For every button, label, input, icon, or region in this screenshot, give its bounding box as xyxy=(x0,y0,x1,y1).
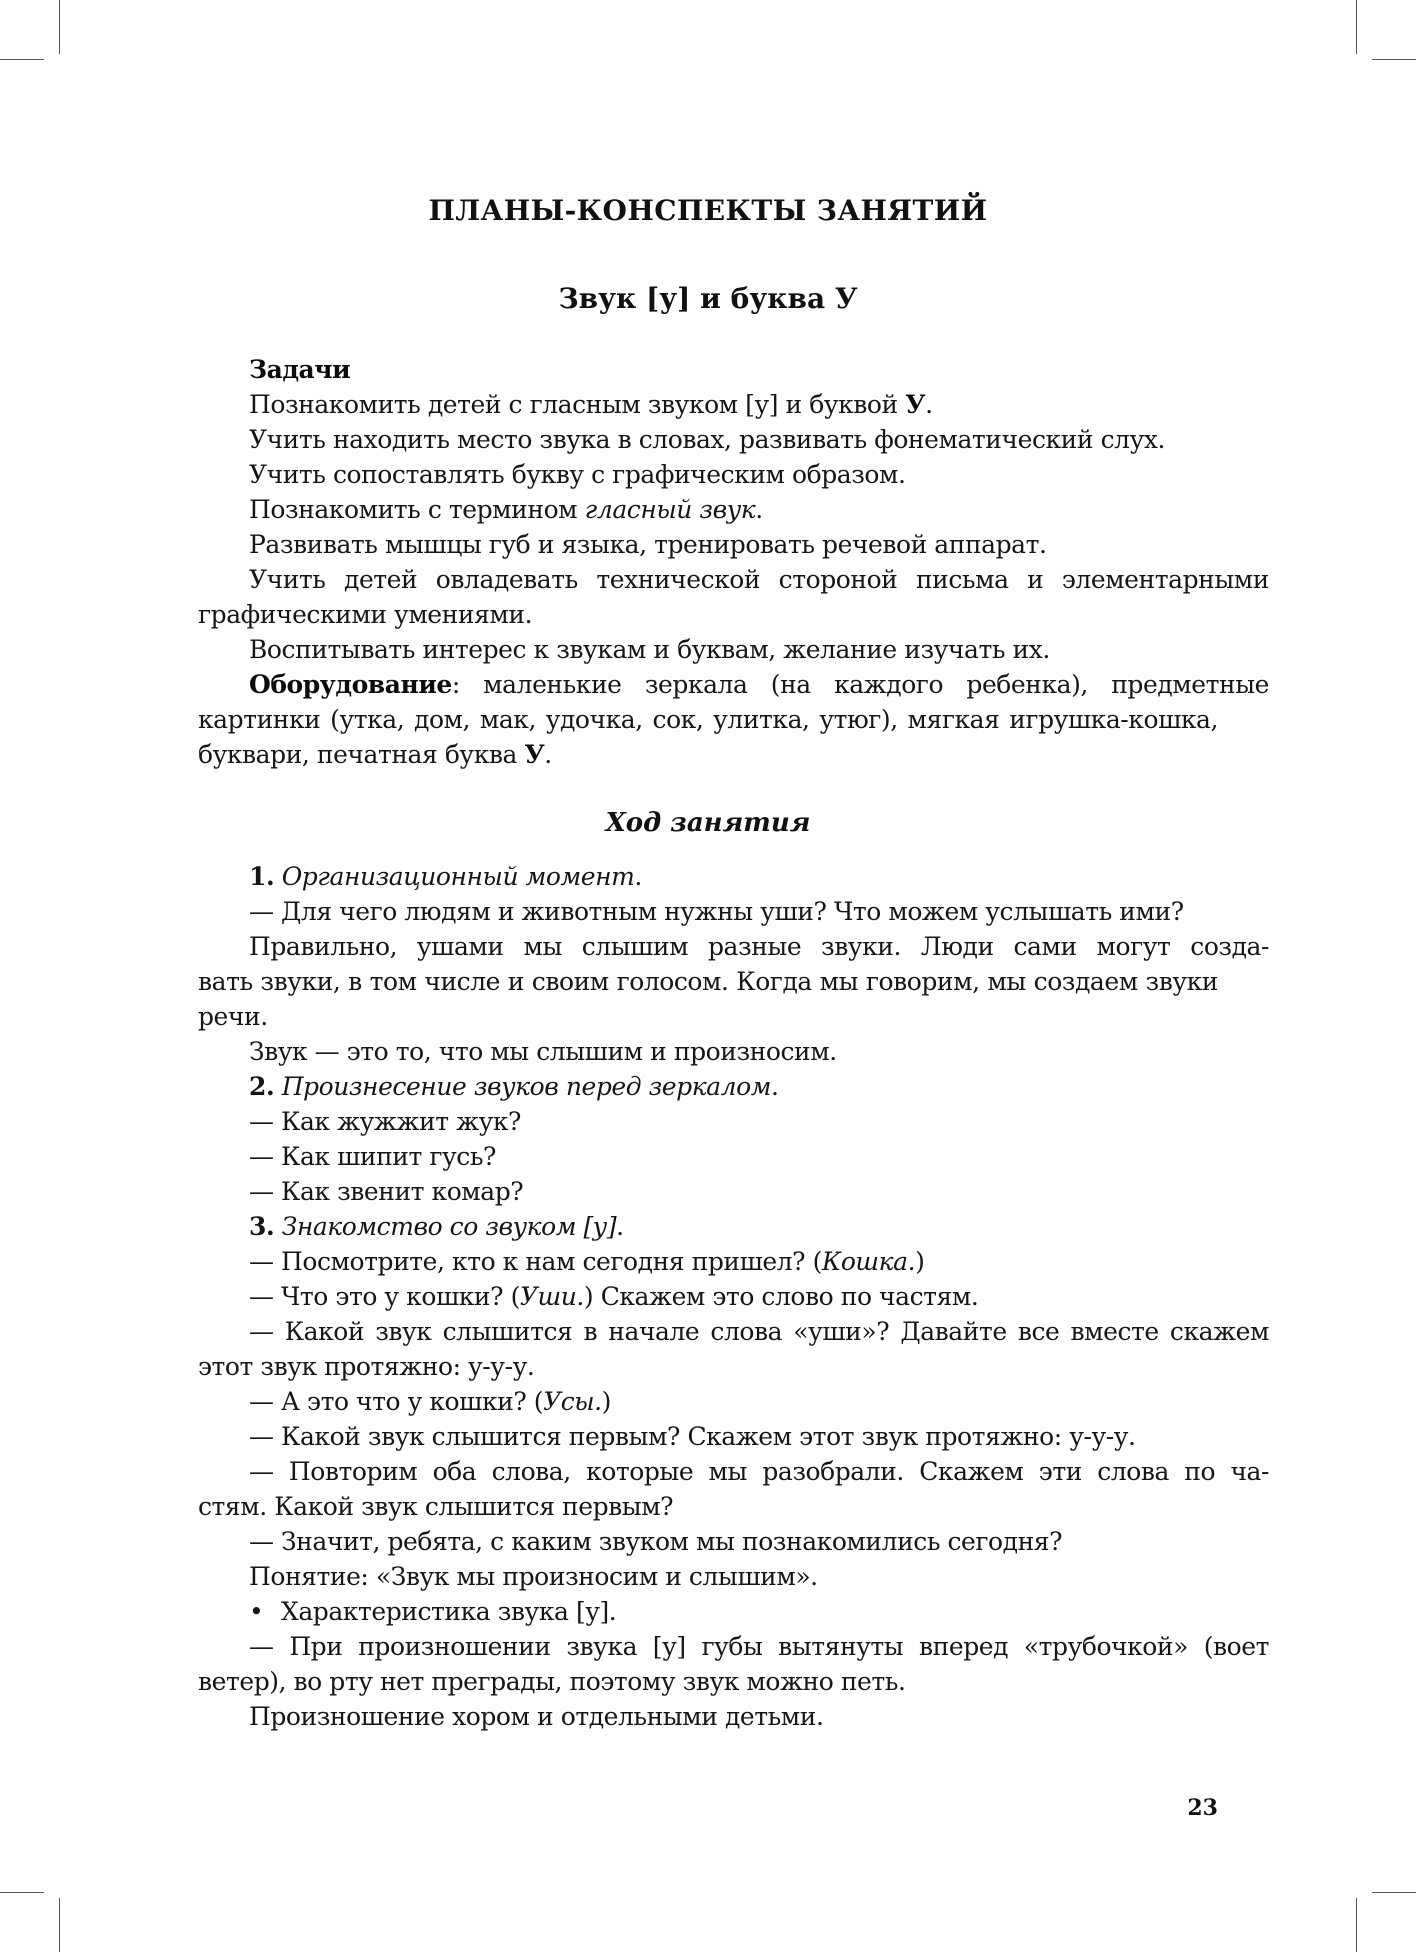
task-line-6a: Учить детей овладевать технической стороной письма и элементарными xyxy=(249,565,1269,594)
equipment-line-3: буквари, печатная буква У. xyxy=(198,740,552,769)
equipment-line-2: картинки (утка, дом, мак, удочка, сок, улитка, утюг), мягкая игрушка-кошка, xyxy=(198,705,1218,734)
crop-mark-left-bottom xyxy=(0,1892,44,1893)
dialogue-line: — Что это у кошки? (Уши.) Скажем это слово по частям. xyxy=(249,1282,979,1311)
step-2-title: 2. Произнесение звуков перед зеркалом. xyxy=(249,1072,779,1101)
task-line-3: Учить сопоставлять букву с графическим образом. xyxy=(249,460,906,489)
dialogue-line: ветер), во рту нет преграды, поэтому звук можно петь. xyxy=(198,1667,906,1696)
paragraph-line: Произношение хором и отдельными детьми. xyxy=(249,1702,824,1731)
task-line-2: Учить находить место звука в словах, развивать фонематический слух. xyxy=(249,425,1165,454)
course-heading: Ход занятия xyxy=(605,808,811,838)
equipment-line-1: Оборудование: маленькие зеркала (на каждого ребенка), предметные xyxy=(249,670,1269,699)
task-line-5: Развивать мышцы губ и языка, тренировать речевой аппарат. xyxy=(249,530,1047,559)
bullet-item: • Характеристика звука [у]. xyxy=(198,1595,1269,1629)
dialogue-line: — Значит, ребята, с каким звуком мы познакомились сегодня? xyxy=(249,1527,1063,1556)
dialogue-line: — Как шипит гусь? xyxy=(249,1142,496,1171)
paragraph-line: Правильно, ушами мы слышим разные звуки. Люди сами могут созда- xyxy=(249,932,1269,961)
page-title: ПЛАНЫ-КОНСПЕКТЫ ЗАНЯТИЙ xyxy=(428,194,988,227)
task-line-7: Воспитывать интерес к звукам и буквам, желание изучать их. xyxy=(249,635,1050,664)
lesson-title: Звук [у] и буква У xyxy=(558,282,858,315)
step-1-title: 1. Организационный момент. xyxy=(249,862,642,891)
dialogue-line: — При произношении звука [у] губы вытянуты вперед «трубочкой» (воет xyxy=(249,1632,1269,1661)
dialogue-line: — Как звенит комар? xyxy=(249,1177,524,1206)
dialogue-line: — Посмотрите, кто к нам сегодня пришел? (Кошка.) xyxy=(249,1247,925,1276)
paragraph-line: Звук — это то, что мы слышим и произносим. xyxy=(249,1037,837,1066)
crop-mark-top-right xyxy=(1356,0,1357,54)
task-line-6b: графическими умениями. xyxy=(198,600,533,629)
crop-mark-right-top xyxy=(1372,59,1416,60)
dialogue-line: — А это что у кошки? (Усы.) xyxy=(249,1387,611,1416)
dialogue-line: — Какой звук слышится в начале слова «уши»? Давайте все вместе скажем xyxy=(249,1317,1269,1346)
concept-line: Понятие: «Звук мы произносим и слышим». xyxy=(249,1562,818,1591)
dialogue-line: — Как жужжит жук? xyxy=(249,1107,522,1136)
bullet-icon: • xyxy=(249,1597,264,1626)
crop-mark-left-top xyxy=(0,59,44,60)
paragraph-line: вать звуки, в том числе и своим голосом. Когда мы говорим, мы создаем звуки xyxy=(198,967,1218,996)
crop-mark-right-bottom xyxy=(1372,1892,1416,1893)
page-number: 23 xyxy=(1187,1795,1218,1821)
crop-mark-bottom-right xyxy=(1356,1898,1357,1952)
crop-mark-bottom-left xyxy=(59,1898,60,1952)
dialogue-line: стям. Какой звук слышится первым? xyxy=(198,1492,674,1521)
task-line-4: Познакомить с термином гласный звук. xyxy=(249,495,763,524)
step-3-title: 3. Знакомство со звуком [у]. xyxy=(249,1212,624,1241)
crop-mark-top-left xyxy=(59,0,60,54)
task-line-1: Познакомить детей с гласным звуком [у] и буквой У. xyxy=(249,390,933,419)
tasks-heading: Задачи xyxy=(249,355,351,384)
dialogue-line: — Повторим оба слова, которые мы разобрали. Скажем эти слова по ча- xyxy=(249,1457,1269,1486)
dialogue-line: — Какой звук слышится первым? Скажем этот звук протяжно: у-у-у. xyxy=(249,1422,1136,1451)
dialogue-line: — Для чего людям и животным нужны уши? Что можем услышать ими? xyxy=(249,897,1184,926)
paragraph-line: речи. xyxy=(198,1002,268,1031)
dialogue-line: этот звук протяжно: у-у-у. xyxy=(198,1352,535,1381)
